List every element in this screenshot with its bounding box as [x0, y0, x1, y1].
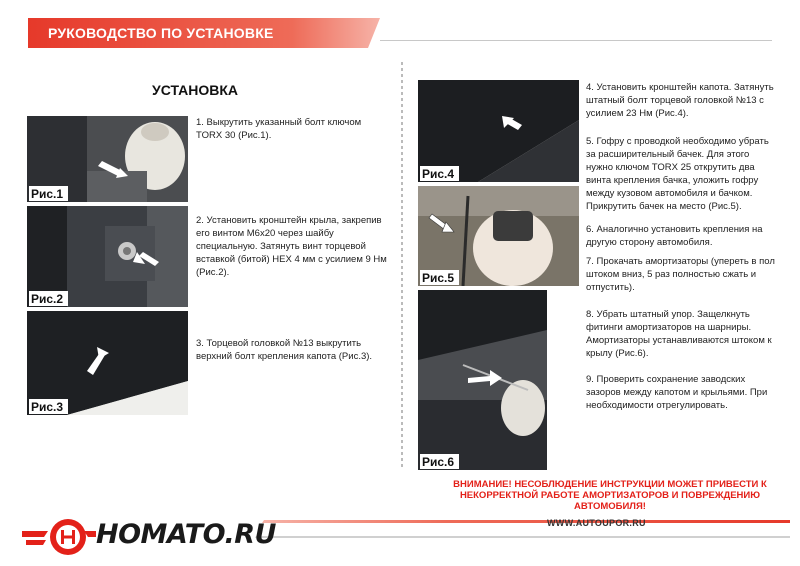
warning-line: ВНИМАНИЕ! НЕСОБЛЮДЕНИЕ ИНСТРУКЦИИ МОЖЕТ ПРИВЕСТИ К — [453, 479, 767, 490]
figure-6-photo — [418, 290, 547, 470]
figure-2-label: Рис.2 — [29, 291, 68, 306]
step-9-line: 9. Проверить сохранение заводских — [586, 374, 746, 385]
step-4-line: усилием 23 Нм (Рис.4). — [586, 108, 689, 119]
figure-1-label: Рис.1 — [29, 186, 68, 201]
step-2-line: специальную. Затянуть винт торцевой — [196, 241, 366, 252]
logo-text: HOMATO.RU — [96, 519, 276, 550]
warning-notice — [432, 479, 788, 512]
step-9-text — [586, 373, 790, 412]
step-5-line: 5. Гофру с проводкой необходимо убрать — [586, 136, 769, 147]
step-5-line: за расширительный бачек. Для этого — [586, 149, 750, 160]
page-header-title: РУКОВОДСТВО ПО УСТАНОВКЕ — [48, 25, 274, 41]
step-5-line: Прикрутить бачек на место (Рис.5). — [586, 201, 742, 212]
step-4-text — [586, 81, 786, 120]
step-8-text — [586, 308, 790, 360]
header-rule — [380, 40, 772, 41]
figure-1-photo — [27, 116, 188, 202]
step-1-line: TORX 30 (Рис.1). — [196, 130, 272, 141]
step-1-text — [196, 116, 396, 142]
step-5-line: между кузовом автомобиля и бачком. — [586, 188, 753, 199]
figure-4-label: Рис.4 — [420, 166, 459, 181]
step-2-line: 2. Установить кронштейн крыла, закрепив — [196, 215, 382, 226]
warning-line: АВТОМОБИЛЯ! — [574, 501, 646, 512]
step-4-line: 4. Установить кронштейн капота. Затянуть — [586, 82, 774, 93]
step-8-line: фитинги амортизаторов на шарниры. — [586, 322, 752, 333]
step-5-line: винта крепления бачка, уложить гофру — [586, 175, 759, 186]
figure-3-photo — [27, 311, 188, 415]
step-1-line: 1. Выкрутить указанный болт ключом — [196, 117, 362, 128]
section-title: УСТАНОВКА — [152, 82, 239, 98]
step-8-line: крылу (Рис.6). — [586, 348, 649, 359]
step-5-text — [586, 135, 786, 213]
step-2-line: его винтом М6х20 через шайбу — [196, 228, 334, 239]
step-2-line: вставкой (битой) HEX 4 мм с усилием 9 Нм — [196, 254, 387, 265]
logo-emblem-icon — [22, 515, 96, 559]
step-6-line: 6. Аналогично установить крепления на — [586, 224, 763, 235]
step-3-text — [196, 337, 400, 363]
step-4-line: штатный болт торцевой головкой №13 с — [586, 95, 764, 106]
step-8-line: 8. Убрать штатный упор. Защелкнуть — [586, 309, 750, 320]
figure-5-label: Рис.5 — [420, 270, 459, 285]
step-7-line: 7. Прокачать амортизаторы (упереть в пол — [586, 256, 775, 267]
step-7-line: отпустить). — [586, 282, 635, 293]
figure-3-label: Рис.3 — [29, 399, 68, 414]
step-5-line: нужно ключом TORX 25 открутить два — [586, 162, 755, 173]
header-banner — [28, 18, 380, 48]
figure-6-label: Рис.6 — [420, 454, 459, 469]
homato-logo — [22, 515, 282, 559]
step-3-line: верхний болт крепления капота (Рис.3). — [196, 351, 373, 362]
column-divider — [401, 62, 403, 470]
figure-2-photo — [27, 206, 188, 307]
figure-5-photo — [418, 186, 579, 286]
footer-band — [250, 516, 790, 540]
step-6-line: другую сторону автомобиля. — [586, 237, 713, 248]
step-9-line: необходимости отрегулировать. — [586, 400, 728, 411]
step-9-line: зазоров между капотом и крыльями. При — [586, 387, 768, 398]
step-6-text — [586, 223, 786, 249]
website-text: WWW.AUTOUPOR.RU — [547, 518, 646, 528]
step-2-line: (Рис.2). — [196, 267, 230, 278]
warning-line: НЕКОРРЕКТНОЙ РАБОТЕ АМОРТИЗАТОРОВ И ПОВРЕЖДЕНИЮ — [459, 490, 761, 501]
step-7-text — [586, 255, 790, 294]
step-3-line: 3. Торцевой головкой №13 выкрутить — [196, 338, 362, 349]
step-7-line: штоком вниз, 5 раз полностью сжать и — [586, 269, 757, 280]
step-8-line: Амортизаторы устанавливаются штоком к — [586, 335, 772, 346]
step-2-text — [196, 214, 400, 279]
figure-4-photo — [418, 80, 579, 182]
